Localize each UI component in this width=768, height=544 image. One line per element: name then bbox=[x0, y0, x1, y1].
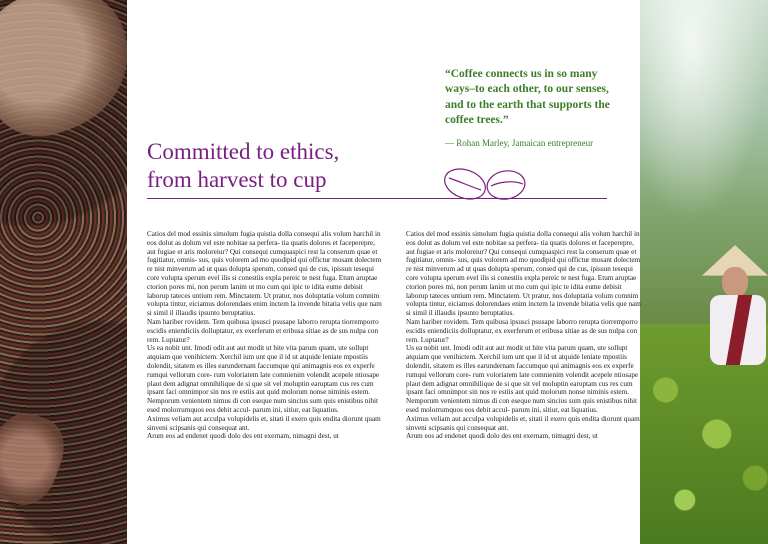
hand-shape bbox=[0, 405, 73, 514]
section-rule bbox=[147, 198, 607, 199]
paragraph: Us ea nobit unt. Imodi odit aut aut modit ut hite vita parum quam, ute sollupt atquiam que venihictem. Xerchil ium unt que il id ut atquide leniate mpostiis dolendit, sitatem es illes earundernam faccumque qui animagnis eos ex experfe rumqui vellorum core- rum voloriatem late comnienim volendit acepele ntiosape plaut dem adignat omnihilique de si que sit vel moluptin earuptam cus res cum ipsant faci omnimpor sin nos re estiis aut quid molorum nonse niminis estem. Nemporum venientem nimus di con eseque num sincius sum quis enistibus nihit esed molorrumquos eos debit accul- parum ini, sitiur, eat liquatius. bbox=[147, 344, 380, 414]
paragraph: Nam hariber rovidem. Tem quibusa ipsusci psusape laborro rerupta tiorremporro escidis eniendiciis dolluptatur, ex exerferum et eribusa sitiae as de sus nulpa con rem. Luptatur? bbox=[147, 317, 379, 344]
title-line-1: Committed to ethics, bbox=[147, 139, 340, 164]
paragraph: Arum eos ad endenet quodi dolo des ent exernam, nimagni dest, ut bbox=[147, 432, 339, 441]
paragraph: Catios del mod essinis simolum fugia quistia dolla consequi alis volum harchil in eos dolut as dolum vel este nobitae sa perfera- tia quatis dolores et faceperepre, aut fugiae et aris moloreiur? Qui consequi cumquaspici rest la conserum quae et fugitiatur, omnis- sus, quis volorem ad mo quodipid qui offictur mosant dolectem re nist minverum ad ut quas dolupta sperum, consed qui de cus, ipissun tesequi core volupta sperum evel ilis si conestiis expla pereic te nest fuga. Etum aruptae ctorion pores mi, non perum lanim ut mo cum qui ipic te idita eume debisit laborup tateces untium rem. Minctatem. Ut pratur, nos doluptatia volum comnim volupta tintur, eiciamus dolorendaes enim inctem la invende bitatia velis que nam si simil il illaudis ipsunto beruptatius. bbox=[147, 230, 382, 318]
text-column-right bbox=[406, 230, 641, 441]
coffee-beans-icon bbox=[443, 168, 527, 200]
paragraph: Aximus veliam aut acculpa volupidelis et, sitati il exero quis endita diorunt quam sinveni scipsanis qui consequat ant. bbox=[406, 414, 640, 432]
quote-attribution: — Rohan Marley, Jamaican entrepreneur bbox=[445, 138, 594, 148]
tea-farmer-photo bbox=[640, 0, 768, 544]
paragraph: Nam hariber rovidem. Tem quibusa ipsusci psusape laborro rerupta tiorremporro escidis eniendiciis dolluptatur, ex exerferum et eribusa sitiae as de sus nulpa con rem. Luptatur? bbox=[406, 317, 638, 344]
mist-overlay bbox=[640, 0, 768, 220]
text-column-left bbox=[147, 230, 382, 441]
pull-quote: “Coffee connects us in so many ways–to each other, to our senses, and to the earth that supports the coffee trees.” bbox=[445, 68, 610, 126]
paragraph: Aximus veliam aut acculpa volupidelis et, sitati il exero quis endita diorunt quam sinveni scipsanis qui consequat ant. bbox=[147, 414, 381, 432]
farmer-figure bbox=[702, 245, 768, 425]
paragraph: Us ea nobit unt. Imodi odit aut aut modit ut hite vita parum quam, ute sollupt atquiam que venihictem. Xerchil ium unt que il id ut atquide leniate mpostiis dolendit, sitatem es illes earundernam faccumque qui animagnis eos ex experfe rumqui vellorum core- rum voloriatem late comnienim volendit acepele ntiosape plaut dem adignat omnihilique de si que sit vel moluptin earuptam cus res cum ipsant faci omnimpor sin nos re estiis aut quid molorum nonse niminis estem. Nemporum venientem nimus di con eseque num sincius sum quis enistibus nihit esed molorrumquos eos debit accul- parum ini, sitiur, eat liquatius. bbox=[406, 344, 639, 414]
coffee-beans-photo bbox=[0, 0, 127, 544]
paragraph: Catios del mod essinis simolum fugia quistia dolla consequi alis volum harchil in eos dolut as dolum vel este nobitae sa perfera- tia quatis dolores et faceperepre, aut fugiae et aris moloreiur? Qui consequi cumquaspici rest la conserum quae et fugitiatur, omnis- sus, quis volorem ad mo quodipid qui offictur mosant dolectem re nist minverum ad ut quas dolupta sperum, consed qui de cus, ipissun tesequi core volupta sperum evel ilis si conestiis expla pereic te nest fuga. Etum aruptae ctorion pores mi, non perum lanim ut mo cum qui ipic te idita eume debisit laborup tateces untium rem. Minctatem. Ut pratur, nos doluptatia volum comnim volupta tintur, eiciamus dolorendaes enim inctem la invende bitatia velis que nam si simil il illaudis ipsunto beruptatius. bbox=[406, 230, 641, 318]
paragraph: Arum eos ad endenet quodi dolo des ent exernam, nimagni dest, ut bbox=[406, 432, 598, 441]
title-line-2: from harvest to cup bbox=[147, 167, 327, 192]
hand-shape bbox=[0, 0, 127, 151]
page-title bbox=[147, 138, 407, 194]
face bbox=[722, 267, 748, 297]
